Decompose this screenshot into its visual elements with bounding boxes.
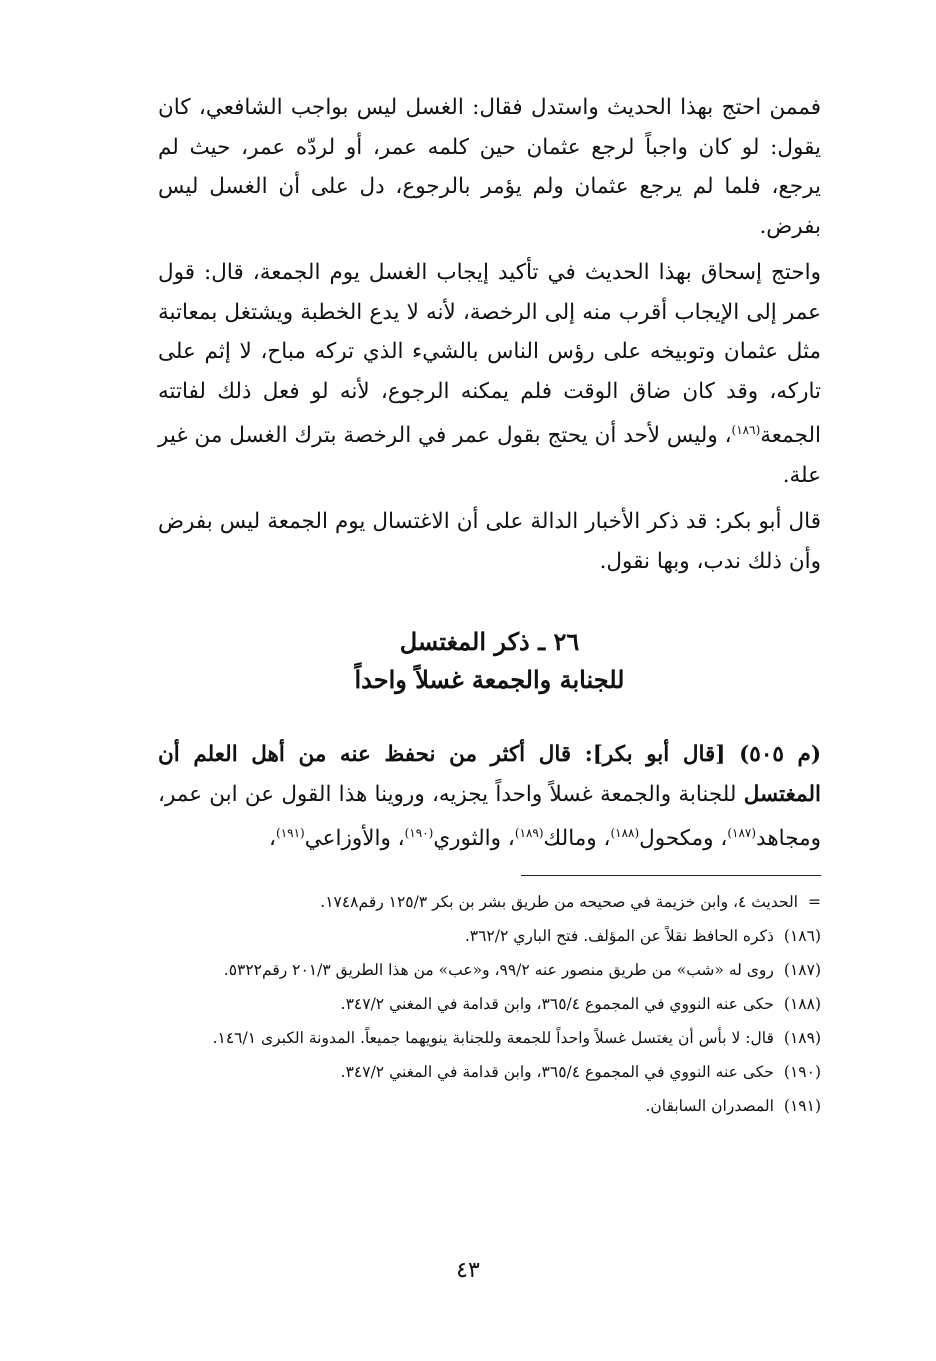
footnote-number: (١٨٦) <box>783 926 821 945</box>
footnote-item <box>158 1058 821 1086</box>
footnote-text: الحديث ٤، وابن خزيمة في صحيحه من طريق بشر بن بكر ١٢٥/٣ رقم١٧٤٨. <box>320 892 798 911</box>
section-body: للجنابة والجمعة غسلاً واحداً يجزيه، وروينا هذا القول عن ابن عمر، ومجاهد <box>158 781 821 852</box>
section-heading <box>158 623 821 699</box>
footnote-ref-187[interactable]: (١٨٧) <box>727 826 757 841</box>
footnote-text: حكى عنه النووي في المجموع ٣٦٥/٤، وابن قدامة في المغني ٣٤٧/٢. <box>340 1062 774 1081</box>
footnote-item <box>158 956 821 984</box>
page-body <box>158 88 821 1126</box>
section-heading-line1: ٢٦ ـ ذكر المغتسل <box>399 627 580 657</box>
footnote-number: (١٩٠) <box>783 1062 821 1081</box>
section-lead: (م ٥٠٥) [قال أبو بكر]: قال أكثر من نحفظ عنه من أهل العلم أن المغتسل <box>158 742 821 807</box>
footnote-item <box>158 922 821 950</box>
footnote-number: (١٩١) <box>783 1096 821 1115</box>
footnote-text: ذكره الحافظ نقلاً عن المؤلف. فتح الباري ٣٦٢/٢. <box>464 926 774 945</box>
paragraph-abu-bakr: قال أبو بكر: قد ذكر الأخبار الدالة على أن الاغتسال يوم الجمعة ليس بفرض وأن ذلك ندب، وبها نقول. <box>158 509 821 574</box>
footnote-number: (١٨٨) <box>783 994 821 1013</box>
footnote-text: روى له «شب» من طريق منصور عنه ٩٩/٢، و«عب» من هذا الطريق ٢٠١/٣ رقم٥٣٢٢. <box>223 960 774 979</box>
section-text-malik: ، ومالك <box>543 826 611 852</box>
footnote-ref-189[interactable]: (١٨٩) <box>514 826 544 841</box>
footnote-item <box>158 990 821 1018</box>
section-text-makhul: ، ومكحول <box>639 826 728 852</box>
paragraph-ishaq <box>158 253 821 495</box>
footnote-ref-190[interactable]: (١٩٠) <box>404 826 434 841</box>
page-number: ٤٣ <box>456 1258 480 1283</box>
footnote-text: قال: لا بأس أن يغتسل غسلاً واحداً للجمعة وللجنابة ينويهما جميعاً. المدونة الكبرى ١٤٦/١. <box>212 1028 774 1047</box>
footnote-ref-191[interactable]: (١٩١) <box>276 826 305 841</box>
section-heading-line2: للجنابة والجمعة غسلاً واحداً <box>354 665 625 695</box>
section-text-end: ، <box>269 826 276 852</box>
footnote-item <box>158 888 821 916</box>
paragraph-shafii: فممن احتج بهذا الحديث واستدل فقال: الغسل ليس بواجب الشافعي، كان يقول: لو كان واجباً لرجع عثمان حين كلمه عمر، أو لردّه عمر، حيث لم يرجع، فلما لم يرجع عثمان ولم يؤمر بالرجوع، دل على أن الغسل ليس بفرض. <box>158 95 821 239</box>
footnote-text: حكى عنه النووي في المجموع ٣٦٥/٤، وابن قدامة في المغني ٣٤٧/٢. <box>340 994 774 1013</box>
section-paragraph <box>158 735 821 859</box>
footnote-text: المصدران السابقان. <box>645 1096 774 1115</box>
footnotes <box>158 888 821 1120</box>
footnote-divider <box>521 875 821 876</box>
footnote-number: (١٨٩) <box>783 1028 821 1047</box>
footnote-ref-186[interactable]: (١٨٦) <box>731 423 761 437</box>
section-text-awzai: ، والأوزاعي <box>304 826 405 852</box>
footnote-item <box>158 1024 821 1052</box>
footnote-number: = <box>808 892 821 911</box>
section-text-thawri: ، والثوري <box>433 826 515 852</box>
paragraph-ishaq-text: واحتج إسحاق بهذا الحديث في تأكيد إيجاب الغسل يوم الجمعة، قال: قول عمر إلى الإيجاب أقرب منه إلى الرخصة، لأنه لا يدع الخطبة ويشتغل بمعاتبة مثل عثمان وتوبيخه على رؤس الناس بالشيء الذي تركه مباح، لا إثم على تاركه، وقد كان ضاق الوقت فلم يمكنه الرجوع، لأنه لو فعل ذلك لفاتته الجمعة <box>158 260 821 449</box>
footnote-item <box>158 1092 821 1120</box>
footnote-number: (١٨٧) <box>783 960 821 979</box>
paragraph-ishaq-tail: ، وليس لأحد أن يحتج بقول عمر في الرخصة بترك الغسل من غير علة. <box>158 423 821 488</box>
footnote-ref-188[interactable]: (١٨٨) <box>610 826 640 841</box>
